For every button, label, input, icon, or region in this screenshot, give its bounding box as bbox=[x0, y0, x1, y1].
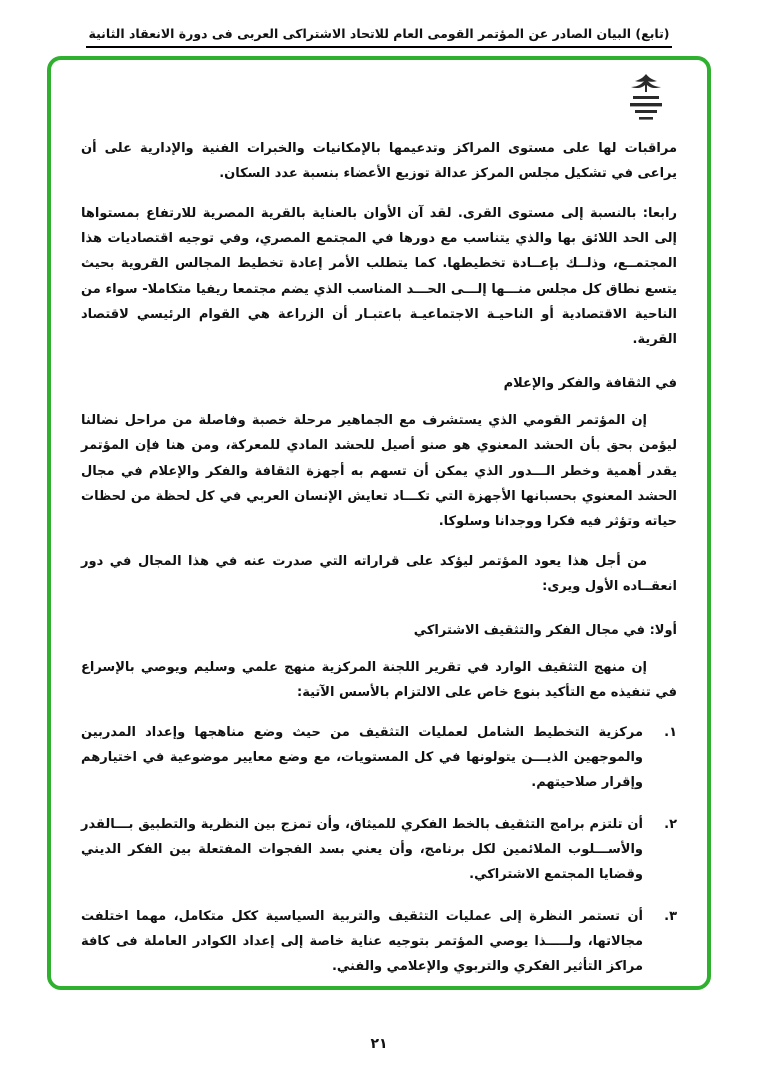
page-header bbox=[0, 0, 758, 48]
list-item-number: ١. bbox=[664, 724, 677, 740]
paragraph-culture-2: من أجل هذا يعود المؤتمر ليؤكد على قراراته التي صدرت عنه في هذا المجال في دور انعقــاده الأول ويرى: bbox=[81, 553, 677, 595]
list-item-number: ٢. bbox=[664, 816, 677, 832]
paragraph-intro: مراقبات لها على مستوى المراكز وتدعيمها بالإمكانيات والخبرات الفنية والإدارية على أن يراعى في تشكيل مجلس المركز عدالة توزيع الأعضاء بنسبة عدد السكان. bbox=[81, 141, 677, 182]
list-item-text: أن تستمر النظرة إلى عمليات التثقيف والتربية السياسية ككل متكامل، مهما اختلفت مجالاتها، ولـــــذا يوصي المؤتمر بتوجيه عناية خاصة إلى إعداد الكوادر العاملة فى كافة مراكز التأثير الفكري والتربوي والإعلامي والفني. bbox=[81, 908, 643, 975]
paragraph-education-method: إن منهج التثقيف الوارد في تقرير اللجنة المركزية منهج علمي وسليم ويوصي بالإسراع في تنفيذه مع التأكيد بنوع خاص على الالتزام بالأسس الآتية: bbox=[81, 659, 677, 701]
paragraph-culture-1: إن المؤتمر القومي الذي يستشرف مع الجماهير مرحلة خصبة وفاصلة من مراحل نضالنا ليؤمن بحق بأن الحشد المعنوي هو صنو أصيل للحشد المادي للمعركة، ومن هنا فإن المؤتمر يقدر أهمية وخطر الـــدور الذي يمكن أن تسهم به أجهزة الثقافة والفكر والإعلام في مجال الحشد المعنوي بحسبانها الأجهزة التي تكـــاد تعايش الإنسان العربي في كل لحظة من لحظات حياته وتؤثر فيه فكرا ووجدانا وسلوكا. bbox=[81, 413, 677, 530]
list-item-text: مركزية التخطيط الشامل لعمليات التثقيف من حيث وضع مناهجها وإعداد المدربين والموجهين الذيـــن يتولونها في كل المستويات، مع وضع معايير موضوعية في اختيارهم وإقرار صلاحيتهم. bbox=[81, 724, 643, 791]
paragraph-fourth-section: رابعا: بالنسبة إلى مستوى القرى. لقد آن الأوان بالعناية بالقرية المصرية للارتفاع بمستواها إلى الحد اللائق بها والذي يتناسب مع دورها في المجتمع المصري، وفي توجيه اقتصاديات هذا المجتمــع، وذلــك بإعــادة تخطيطها. كما يتطلب الأمر إعادة تخطيط المجالس القروية بحيث يتسع نطاق كل مجلس منـــها إلـــى الحـــد المناسب الذي يضم مجتمعا ريفيا متكاملا- سواء من الناحية الاقتصادية أو الناحيـة الاجتماعيـة باعتبـار أن الزراعة هي القوام الرئيسي لاقتصاد القرية. bbox=[81, 205, 677, 348]
document-body-frame bbox=[47, 56, 711, 990]
list-item bbox=[81, 720, 677, 796]
list-item bbox=[81, 904, 677, 980]
list-item-text: أن تلتزم برامج التثقيف بالخط الفكري للميثاق، وأن تمزج بين النظرية والتطبيق بـــالقدر والأســـلوب الملائمين لكل برنامج، وأن يعني بسد الفجوات المفتعلة بين الفكر الديني وقضايا المجتمع الاشتراكي. bbox=[81, 816, 643, 883]
eagle-emblem-icon bbox=[623, 72, 669, 128]
list-item bbox=[81, 812, 677, 888]
page-number: ٢١ bbox=[370, 1036, 388, 1052]
list-item-number: ٣. bbox=[664, 908, 677, 924]
numbered-list bbox=[81, 720, 677, 980]
heading-culture-media: في الثقافة والفكر والإعلام bbox=[503, 375, 677, 391]
document-title: (تابع) البيان الصادر عن المؤتمر القومى العام للاتحاد الاشتراكى العربى فى دورة الانعقاد الثانية bbox=[88, 26, 670, 41]
document-text bbox=[81, 136, 677, 980]
header-divider bbox=[86, 46, 672, 48]
heading-first-thought-education: أولا: في مجال الفكر والتثقيف الاشتراكي bbox=[413, 622, 677, 638]
